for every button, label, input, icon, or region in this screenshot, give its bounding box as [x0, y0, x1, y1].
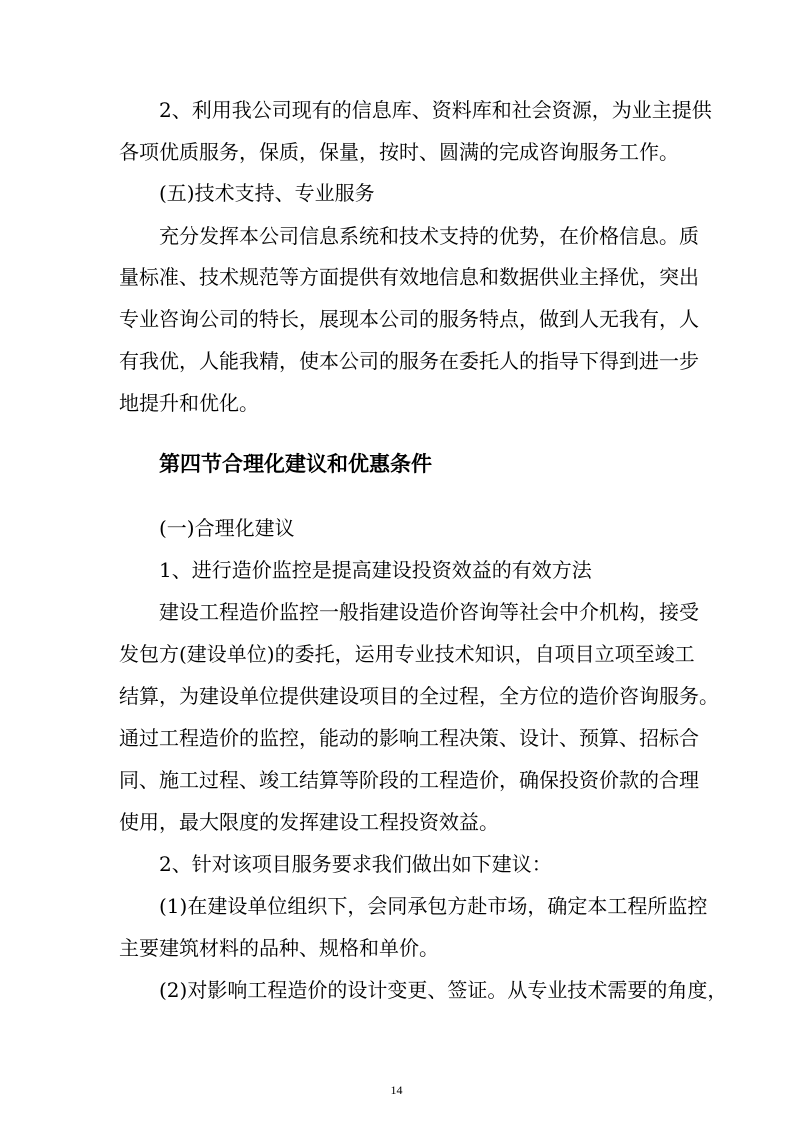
paragraph-line: 充分发挥本公司信息系统和技术支持的优势，在价格信息。质	[159, 224, 699, 248]
paragraph-line: 地提升和优化。	[119, 391, 259, 415]
paragraph-line: 专业咨询公司的特长，展现本公司的服务特点，做到人无我有，人	[119, 307, 699, 331]
paragraph-line: 建设工程造价监控一般指建设造价咨询等社会中介机构，接受	[159, 600, 699, 624]
paragraph-line: 同、施工过程、竣工结算等阶段的工程造价，确保投资价款的合理	[119, 768, 699, 792]
subsection-title: (五)技术支持、专业服务	[159, 181, 375, 205]
paragraph-line: 发包方(建设单位)的委托，运用专业技术知识，自项目立项至竣工	[119, 642, 695, 666]
paragraph-line: (1)在建设单位组织下，会同承包方赴市场，确定本工程所监控	[159, 894, 708, 918]
subsection-title: (一)合理化建议	[159, 516, 295, 540]
paragraph-line: 有我优，人能我精，使本公司的服务在委托人的指导下得到进一步	[119, 349, 699, 373]
paragraph-line: 结算，为建设单位提供建设项目的全过程，全方位的造价咨询服务。	[119, 684, 719, 708]
paragraph-line: (2)对影响工程造价的设计变更、签证。从专业技术需要的角度，	[159, 978, 728, 1002]
paragraph-line: 2、利用我公司现有的信息库、资料库和社会资源，为业主提供	[159, 98, 712, 122]
paragraph-line: 2、针对该项目服务要求我们做出如下建议：	[159, 852, 552, 876]
paragraph-line: 使用，最大限度的发挥建设工程投资效益。	[119, 810, 499, 834]
paragraph-line: 通过工程造价的监控，能动的影响工程决策、设计、预算、招标合	[119, 726, 699, 750]
paragraph-line: 量标准、技术规范等方面提供有效地信息和数据供业主择优，突出	[119, 265, 699, 289]
section-heading: 第四节合理化建议和优惠条件	[159, 452, 432, 476]
page-number: 14	[390, 1083, 403, 1097]
paragraph-line: 主要建筑材料的品种、规格和单价。	[119, 936, 439, 960]
paragraph-line: 1、进行造价监控是提高建设投资效益的有效方法	[159, 558, 592, 582]
paragraph-line: 各项优质服务，保质，保量，按时、圆满的完成咨询服务工作。	[119, 140, 679, 164]
